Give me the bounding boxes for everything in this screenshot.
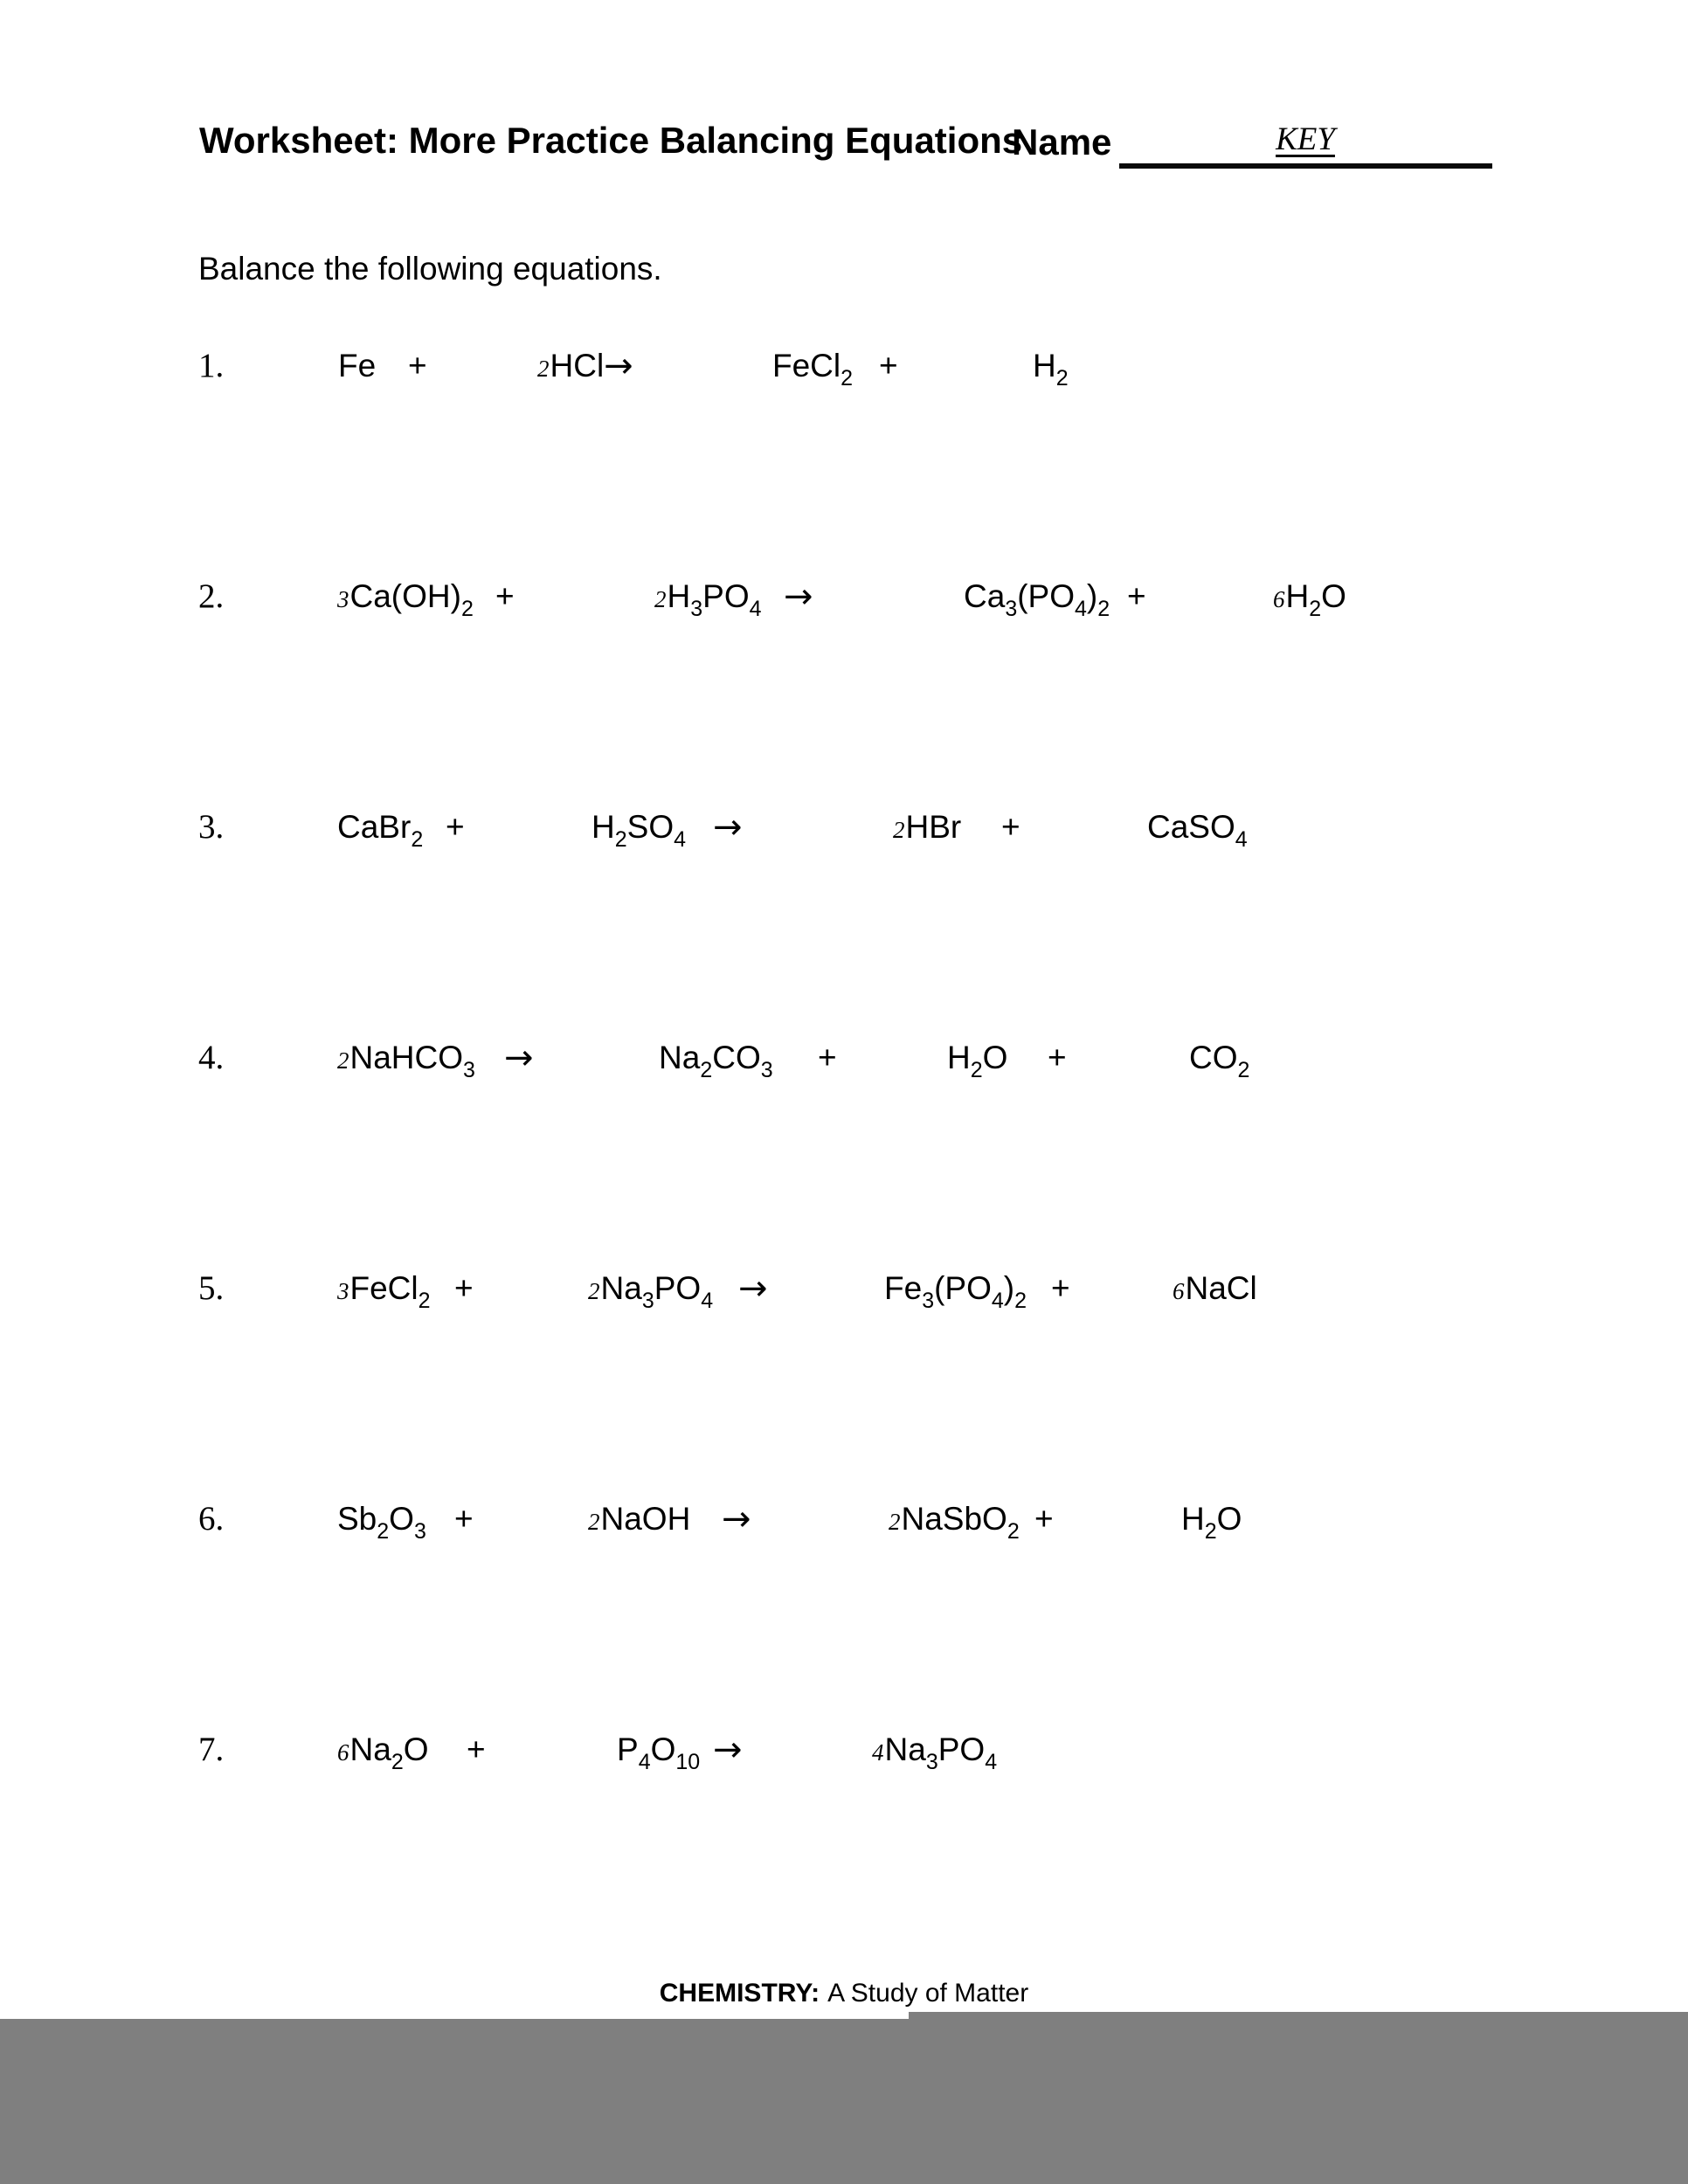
answer-coefficient: 2 <box>337 1047 349 1074</box>
formula-text: + <box>818 1040 837 1075</box>
equation-row <box>0 1730 1688 1779</box>
formula-text: PO <box>654 1270 702 1306</box>
formula-token <box>408 346 427 393</box>
formula-text: ) <box>1086 578 1098 614</box>
formula-subscript: 10 <box>675 1750 701 1774</box>
formula-token <box>337 1730 429 1777</box>
formula-subscript: 3 <box>925 1750 938 1774</box>
formula-text: H <box>591 809 615 845</box>
formula-text: O <box>650 1731 676 1767</box>
formula-token <box>337 577 474 624</box>
formula-token <box>893 807 961 854</box>
formula-subscript: 3 <box>690 597 703 621</box>
answer-coefficient: 2 <box>588 1278 600 1304</box>
formula-subscript: 4 <box>991 1289 1004 1313</box>
equation-row <box>0 346 1688 395</box>
equation-row <box>0 1499 1688 1548</box>
formula-subscript: 4 <box>1075 597 1087 621</box>
formula-token <box>872 1730 997 1777</box>
formula-token <box>889 1499 1020 1546</box>
answer-coefficient: 6 <box>337 1739 349 1766</box>
formula-token <box>1034 1499 1054 1546</box>
formula-text: SO <box>626 809 675 845</box>
formula-token <box>454 1268 474 1316</box>
formula-token <box>1033 346 1069 393</box>
formula-subscript: 3 <box>641 1289 654 1313</box>
formula-token <box>818 1038 837 1085</box>
formula-text: + <box>1034 1501 1054 1537</box>
answer-coefficient: 2 <box>889 1509 901 1535</box>
formula-text: O <box>1216 1501 1242 1537</box>
formula-text: Na <box>349 1731 391 1767</box>
formula-token <box>1181 1499 1242 1546</box>
formula-token <box>738 1268 768 1316</box>
answer-coefficient: 3 <box>337 586 349 612</box>
formula-text: FeCl <box>772 348 841 384</box>
formula-text: FeCl <box>349 1270 419 1306</box>
formula-text: H <box>1181 1501 1205 1537</box>
formula-token <box>772 346 853 393</box>
formula-token <box>1127 577 1146 624</box>
formula-subscript: 4 <box>749 597 762 621</box>
formula-text: + <box>1048 1040 1067 1075</box>
formula-subscript: 2 <box>970 1058 983 1082</box>
name-blank-line <box>1119 163 1492 169</box>
equation-number: 4. <box>198 1039 225 1076</box>
reaction-arrow: → <box>713 807 743 847</box>
equation-row <box>0 1038 1688 1087</box>
formula-token <box>947 1038 1007 1085</box>
footer-text <box>0 1979 1688 2009</box>
formula-token <box>964 577 1110 624</box>
formula-text: NaOH <box>600 1501 691 1537</box>
formula-subscript: 2 <box>614 827 627 852</box>
reaction-arrow: → <box>722 1499 751 1539</box>
formula-text: H <box>1285 578 1310 614</box>
formula-text: H <box>667 578 691 614</box>
formula-text: + <box>1051 1270 1070 1306</box>
formula-token <box>659 1038 773 1085</box>
formula-token <box>588 1268 713 1316</box>
formula-text: Sb <box>337 1501 377 1537</box>
formula-text: Ca(OH) <box>349 578 461 614</box>
formula-text: ) <box>1003 1270 1015 1306</box>
formula-subscript: 3 <box>922 1289 935 1313</box>
instruction-text: Balance the following equations. <box>198 251 662 287</box>
formula-token <box>537 346 633 393</box>
formula-token <box>784 577 813 624</box>
equation-row <box>0 577 1688 625</box>
formula-text: + <box>879 348 898 384</box>
formula-token <box>1147 807 1248 854</box>
formula-text: Na <box>884 1731 926 1767</box>
formula-text: CO <box>1189 1040 1238 1075</box>
reaction-arrow: → <box>604 346 633 386</box>
answer-coefficient: 6 <box>1173 1278 1185 1304</box>
formula-text: CO <box>712 1040 761 1075</box>
equation-number: 6. <box>198 1500 225 1538</box>
answer-coefficient: 4 <box>872 1739 884 1766</box>
answer-coefficient: 2 <box>654 586 667 612</box>
formula-text: NaHCO <box>349 1040 464 1075</box>
formula-token <box>713 807 743 854</box>
formula-subscript: 3 <box>760 1058 773 1082</box>
formula-subscript: 2 <box>1055 366 1069 390</box>
name-label: Name <box>1012 121 1112 162</box>
formula-text: H <box>1033 348 1056 384</box>
formula-token <box>1173 1268 1257 1316</box>
formula-text: + <box>454 1501 474 1537</box>
formula-text: HCl <box>550 348 605 384</box>
formula-subscript: 3 <box>463 1058 475 1082</box>
formula-text: + <box>467 1731 486 1767</box>
page-title: Worksheet: More Practice Balancing Equations <box>199 120 1023 161</box>
formula-subscript: 4 <box>701 1289 714 1313</box>
formula-subscript: 2 <box>1237 1058 1250 1082</box>
formula-token <box>713 1730 743 1777</box>
formula-subscript: 2 <box>1007 1519 1020 1544</box>
formula-token <box>1001 807 1020 854</box>
formula-text: + <box>1001 809 1020 845</box>
formula-token <box>337 1499 426 1546</box>
formula-text: O <box>389 1501 414 1537</box>
formula-text: (PO <box>934 1270 992 1306</box>
formula-subscript: 2 <box>418 1289 431 1313</box>
formula-text: + <box>446 809 465 845</box>
answer-coefficient: 2 <box>588 1509 600 1535</box>
footer-gray-band-left <box>0 2019 909 2184</box>
formula-token <box>654 577 762 624</box>
footer-subtitle: A Study of Matter <box>827 1979 1029 2008</box>
equation-row <box>0 1268 1688 1317</box>
footer-brand: CHEMISTRY: <box>659 1979 820 2008</box>
reaction-arrow: → <box>504 1038 534 1078</box>
formula-subscript: 2 <box>1309 597 1322 621</box>
formula-subscript: 3 <box>413 1519 426 1544</box>
formula-text: + <box>408 348 427 384</box>
formula-text: HBr <box>905 809 962 845</box>
formula-text: + <box>454 1270 474 1306</box>
formula-subscript: 2 <box>411 827 424 852</box>
formula-text: Fe <box>884 1270 923 1306</box>
formula-subscript: 2 <box>1014 1289 1027 1313</box>
formula-text: + <box>1127 578 1146 614</box>
formula-text: O <box>1321 578 1346 614</box>
formula-token <box>722 1499 751 1546</box>
formula-token <box>338 346 376 393</box>
equation-row <box>0 807 1688 856</box>
formula-text: Ca <box>964 578 1006 614</box>
formula-token <box>504 1038 534 1085</box>
formula-token <box>884 1268 1027 1316</box>
formula-token <box>591 807 686 854</box>
formula-text: NaCl <box>1185 1270 1257 1306</box>
formula-token <box>879 346 898 393</box>
formula-token <box>337 807 423 854</box>
equation-number: 5. <box>198 1269 225 1307</box>
formula-token <box>495 577 515 624</box>
formula-token <box>1048 1038 1067 1085</box>
formula-token <box>1051 1268 1070 1316</box>
answer-coefficient: 2 <box>537 356 550 382</box>
formula-subscript: 2 <box>841 366 854 390</box>
formula-subscript: 2 <box>700 1058 713 1082</box>
equation-number: 1. <box>198 347 225 384</box>
reaction-arrow: → <box>713 1730 743 1770</box>
formula-text: CaSO <box>1147 809 1235 845</box>
equation-number: 2. <box>198 577 225 615</box>
footer-gray-band-right <box>909 2012 1688 2184</box>
reaction-arrow: → <box>784 577 813 617</box>
answer-coefficient: 6 <box>1273 586 1285 612</box>
formula-text: Fe <box>338 348 377 384</box>
formula-subscript: 4 <box>674 827 687 852</box>
formula-subscript: 2 <box>1097 597 1110 621</box>
formula-text: NaSbO <box>901 1501 1007 1537</box>
formula-text: Na <box>659 1040 701 1075</box>
formula-subscript: 2 <box>391 1750 404 1774</box>
equation-number: 7. <box>198 1731 225 1768</box>
formula-token <box>467 1730 486 1777</box>
equation-number: 3. <box>198 808 225 846</box>
formula-subscript: 4 <box>638 1750 651 1774</box>
answer-coefficient: 2 <box>893 817 905 843</box>
formula-text: O <box>403 1731 429 1767</box>
formula-token <box>446 807 465 854</box>
formula-token <box>454 1499 474 1546</box>
formula-subscript: 3 <box>1005 597 1018 621</box>
formula-token <box>1273 577 1346 624</box>
answer-coefficient: 3 <box>337 1278 349 1304</box>
formula-text: PO <box>702 578 750 614</box>
formula-subscript: 4 <box>985 1750 998 1774</box>
formula-text: H <box>947 1040 971 1075</box>
formula-token <box>617 1730 700 1777</box>
formula-subscript: 4 <box>1235 827 1248 852</box>
formula-text: P <box>617 1731 639 1767</box>
formula-subscript: 2 <box>377 1519 390 1544</box>
formula-text: O <box>982 1040 1008 1075</box>
formula-text: + <box>495 578 515 614</box>
formula-token <box>337 1038 475 1085</box>
formula-text: PO <box>937 1731 986 1767</box>
formula-subscript: 2 <box>1204 1519 1217 1544</box>
name-key-value: KEY <box>1276 121 1335 157</box>
formula-subscript: 2 <box>460 597 474 621</box>
formula-text: (PO <box>1017 578 1075 614</box>
formula-token <box>337 1268 431 1316</box>
reaction-arrow: → <box>738 1268 768 1309</box>
formula-token <box>1189 1038 1249 1085</box>
formula-text: Na <box>600 1270 642 1306</box>
formula-token <box>588 1499 690 1546</box>
formula-text: CaBr <box>337 809 412 845</box>
